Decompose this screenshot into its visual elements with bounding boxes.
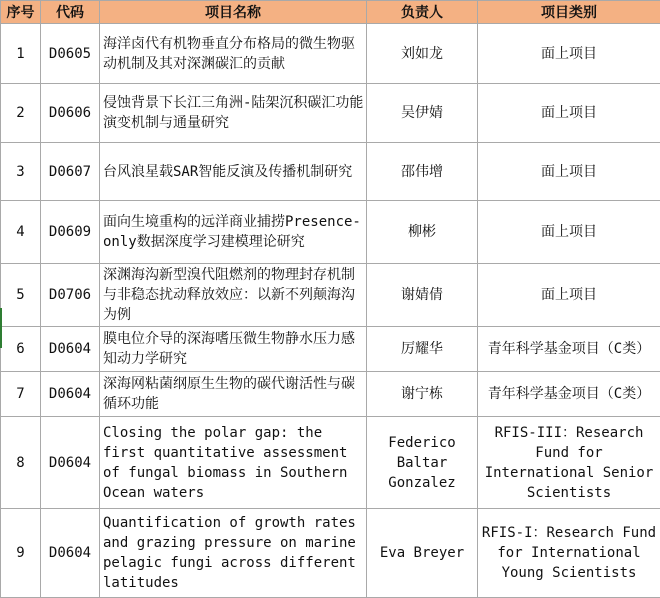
row-owner: Federico Baltar Gonzalez — [367, 417, 478, 509]
header-row — [1, 1, 660, 24]
row-category-text: 面上项目 — [478, 44, 660, 64]
row-owner: 厉耀华 — [367, 327, 478, 372]
row-category-text: RFIS-III：Research Fund for International Senior Scientists — [478, 423, 660, 503]
row-category-text: 青年科学基金项目（C类） — [478, 384, 660, 404]
header-owner: 负责人 — [367, 1, 478, 24]
row-category — [478, 417, 660, 509]
row-owner: Eva Breyer — [367, 509, 478, 598]
row-code: D0609 — [41, 201, 100, 264]
row-category-text: 面上项目 — [478, 162, 660, 182]
row-code: D0604 — [41, 372, 100, 417]
row-project-name: 面向生境重构的远洋商业捕捞Presence-only数据深度学习建模理论研究 — [100, 201, 367, 264]
row-project-name: 深海网粘菌纲原生生物的碳代谢活性与碳循环功能 — [100, 372, 367, 417]
row-owner: 刘如龙 — [367, 24, 478, 84]
table-row — [1, 509, 660, 598]
table-row — [1, 84, 660, 143]
table-row — [1, 417, 660, 509]
row-category — [478, 264, 660, 327]
row-code: D0604 — [41, 417, 100, 509]
row-selection-marker — [0, 308, 2, 348]
table-row — [1, 143, 660, 201]
row-index: 2 — [1, 84, 41, 143]
row-category-text: 面上项目 — [478, 103, 660, 123]
row-code: D0604 — [41, 327, 100, 372]
row-index: 3 — [1, 143, 41, 201]
table-row — [1, 327, 660, 372]
row-project-name: 侵蚀背景下长江三角洲-陆架沉积碳汇功能演变机制与通量研究 — [100, 84, 367, 143]
row-category — [478, 201, 660, 264]
row-project-name: Quantification of growth rates and grazing pressure on marine pelagic fungi across different latitudes — [100, 509, 367, 598]
header-code: 代码 — [41, 1, 100, 24]
row-index: 8 — [1, 417, 41, 509]
table-row — [1, 201, 660, 264]
row-code: D0607 — [41, 143, 100, 201]
row-project-name: 台风浪星载SAR智能反演及传播机制研究 — [100, 143, 367, 201]
header-category: 项目类别 — [478, 1, 660, 24]
row-index: 9 — [1, 509, 41, 598]
row-category — [478, 143, 660, 201]
table-row — [1, 264, 660, 327]
row-category-text: 面上项目 — [478, 222, 660, 242]
row-code: D0606 — [41, 84, 100, 143]
row-index: 5 — [1, 264, 41, 327]
row-category-text: 面上项目 — [478, 285, 660, 305]
row-index: 7 — [1, 372, 41, 417]
row-category — [478, 372, 660, 417]
row-owner: 谢婧倩 — [367, 264, 478, 327]
row-category — [478, 84, 660, 143]
row-index: 1 — [1, 24, 41, 84]
row-index: 4 — [1, 201, 41, 264]
row-index: 6 — [1, 327, 41, 372]
row-project-name: 深渊海沟新型溴代阻燃剂的物理封存机制与非稳态扰动释放效应：以新不列颠海沟为例 — [100, 264, 367, 327]
row-owner: 谢宁栋 — [367, 372, 478, 417]
row-category-text: 青年科学基金项目（C类） — [478, 339, 660, 359]
row-category — [478, 327, 660, 372]
header-name: 项目名称 — [100, 1, 367, 24]
header-index: 序号 — [1, 1, 41, 24]
row-code: D0605 — [41, 24, 100, 84]
row-category-text: RFIS-I：Research Fund for International Young Scientists — [478, 523, 660, 583]
row-category — [478, 24, 660, 84]
row-owner: 邵伟增 — [367, 143, 478, 201]
table-row — [1, 372, 660, 417]
row-owner: 柳彬 — [367, 201, 478, 264]
row-code: D0706 — [41, 264, 100, 327]
table-row — [1, 24, 660, 84]
row-code: D0604 — [41, 509, 100, 598]
row-category — [478, 509, 660, 598]
row-project-name: Closing the polar gap: the first quantitative assessment of fungal biomass in Southern Ocean waters — [100, 417, 367, 509]
row-project-name: 海洋卤代有机物垂直分布格局的微生物驱动机制及其对深渊碳汇的贡献 — [100, 24, 367, 84]
row-owner: 吴伊婧 — [367, 84, 478, 143]
row-project-name: 膜电位介导的深海嗜压微生物静水压力感知动力学研究 — [100, 327, 367, 372]
